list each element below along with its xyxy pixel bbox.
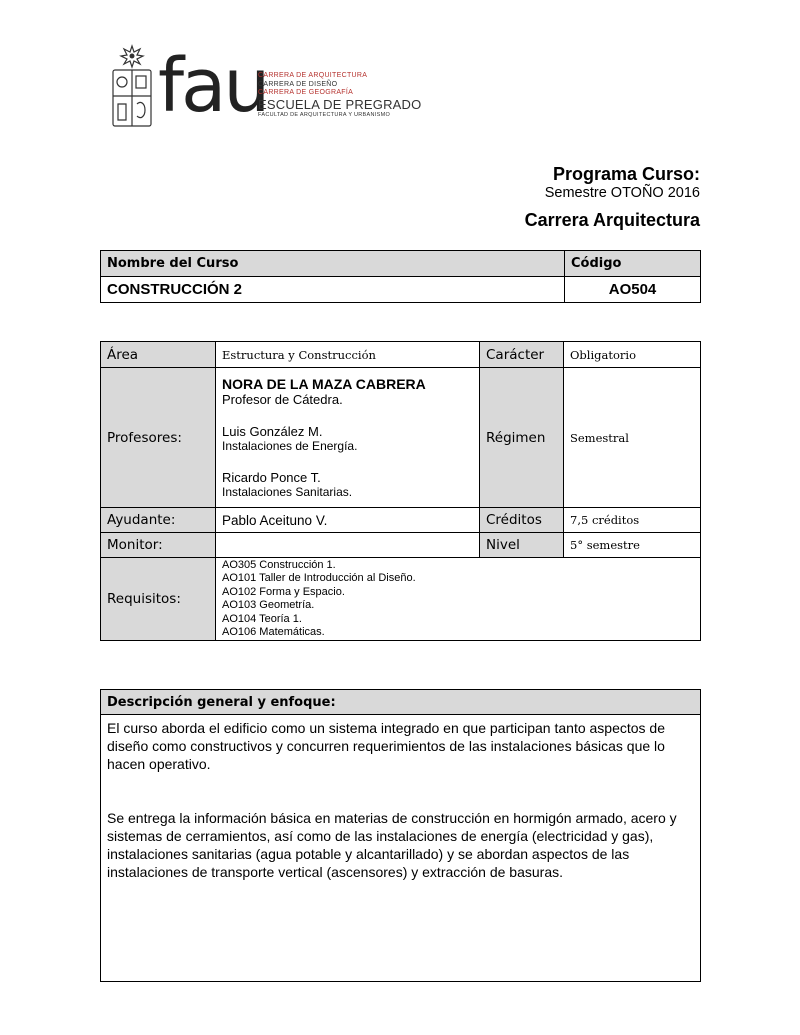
monitor-label: Monitor:	[101, 533, 216, 558]
creditos-value: 7,5 créditos	[564, 508, 701, 533]
description-header: Descripción general y enfoque:	[101, 690, 701, 715]
program-semester: Semestre OTOÑO 2016	[544, 185, 700, 201]
professor-3-name: Ricardo Ponce T.	[222, 470, 321, 485]
faculty-lines	[258, 72, 421, 119]
requisito-item: AO101 Taller de Introducción al Diseño.	[222, 572, 416, 584]
professor-3-role: Instalaciones Sanitarias.	[222, 485, 353, 499]
professor-2-role: Instalaciones de Energía.	[222, 439, 358, 453]
nivel-value: 5° semestre	[564, 533, 701, 558]
course-name-header: Nombre del Curso	[101, 251, 565, 277]
program-career: Carrera Arquitectura	[524, 210, 700, 230]
faculty-line-2: CARRERA DE DISEÑO	[258, 80, 338, 88]
description-body	[101, 715, 701, 982]
university-seal-icon	[110, 44, 154, 130]
ayudante-value: Pablo Aceituno V.	[216, 508, 480, 533]
requisito-item: AO103 Geometría.	[222, 599, 315, 611]
requisito-item: AO102 Forma y Espacio.	[222, 585, 345, 598]
area-label: Área	[101, 342, 216, 368]
faculty-line-1: CARRERA DE ARQUITECTURA	[258, 72, 368, 79]
requisito-item: AO305 Construcción 1.	[222, 558, 336, 571]
description-table	[100, 689, 701, 982]
fau-logo-text: fau	[158, 43, 268, 129]
requisitos-list	[216, 558, 701, 641]
faculty-line-5: FACULTAD DE ARQUITECTURA Y URBANISMO	[258, 111, 391, 118]
course-code: AO504	[565, 277, 701, 303]
professor-1-name: NORA DE LA MAZA CABRERA	[222, 376, 426, 392]
requisito-item: AO106 Matemáticas.	[222, 626, 325, 638]
program-title: Programa Curso:	[552, 164, 700, 184]
caracter-value: Obligatorio	[564, 342, 701, 368]
faculty-line-4: ESCUELA DE PREGRADO	[258, 96, 422, 112]
course-code-header: Código	[565, 251, 701, 277]
course-name: CONSTRUCCIÓN 2	[101, 277, 565, 303]
regimen-label: Régimen	[480, 368, 564, 508]
requisitos-label: Requisitos:	[101, 558, 216, 641]
profesores-label: Profesores:	[101, 368, 216, 508]
description-paragraph-2: Se entrega la información básica en materias de construcción en hormigón armado, acero y sistemas de cerramientos, así como de las instalaciones de energía (electricidad y gas), instalaciones sanitarias (agua potable y alcantarillado) y se abordan aspectos de las instalaciones de transporte vertical (ascensores) y extracción de basuras.	[107, 810, 677, 880]
caracter-label: Carácter	[480, 342, 564, 368]
creditos-label: Créditos	[480, 508, 564, 533]
description-paragraph-1: El curso aborda el edificio como un sistema integrado en que participan tanto aspectos de diseño como constructivos y concurren requerimientos de las instalaciones básicas que lo hacen operativo.	[107, 720, 666, 772]
course-name-table	[100, 250, 701, 303]
monitor-value	[216, 533, 480, 558]
ayudante-label: Ayudante:	[101, 508, 216, 533]
professor-1-role: Profesor de Cátedra.	[222, 392, 343, 407]
area-value: Estructura y Construcción	[216, 342, 480, 368]
regimen-value: Semestral	[564, 368, 701, 508]
requisito-item: AO104 Teoría 1.	[222, 612, 302, 625]
course-details-table	[100, 341, 701, 641]
professor-2-name: Luis González M.	[222, 424, 323, 439]
faculty-line-3: CARRERA DE GEOGRAFÍA	[258, 89, 354, 96]
professors-cell	[216, 368, 480, 508]
nivel-label: Nivel	[480, 533, 564, 558]
